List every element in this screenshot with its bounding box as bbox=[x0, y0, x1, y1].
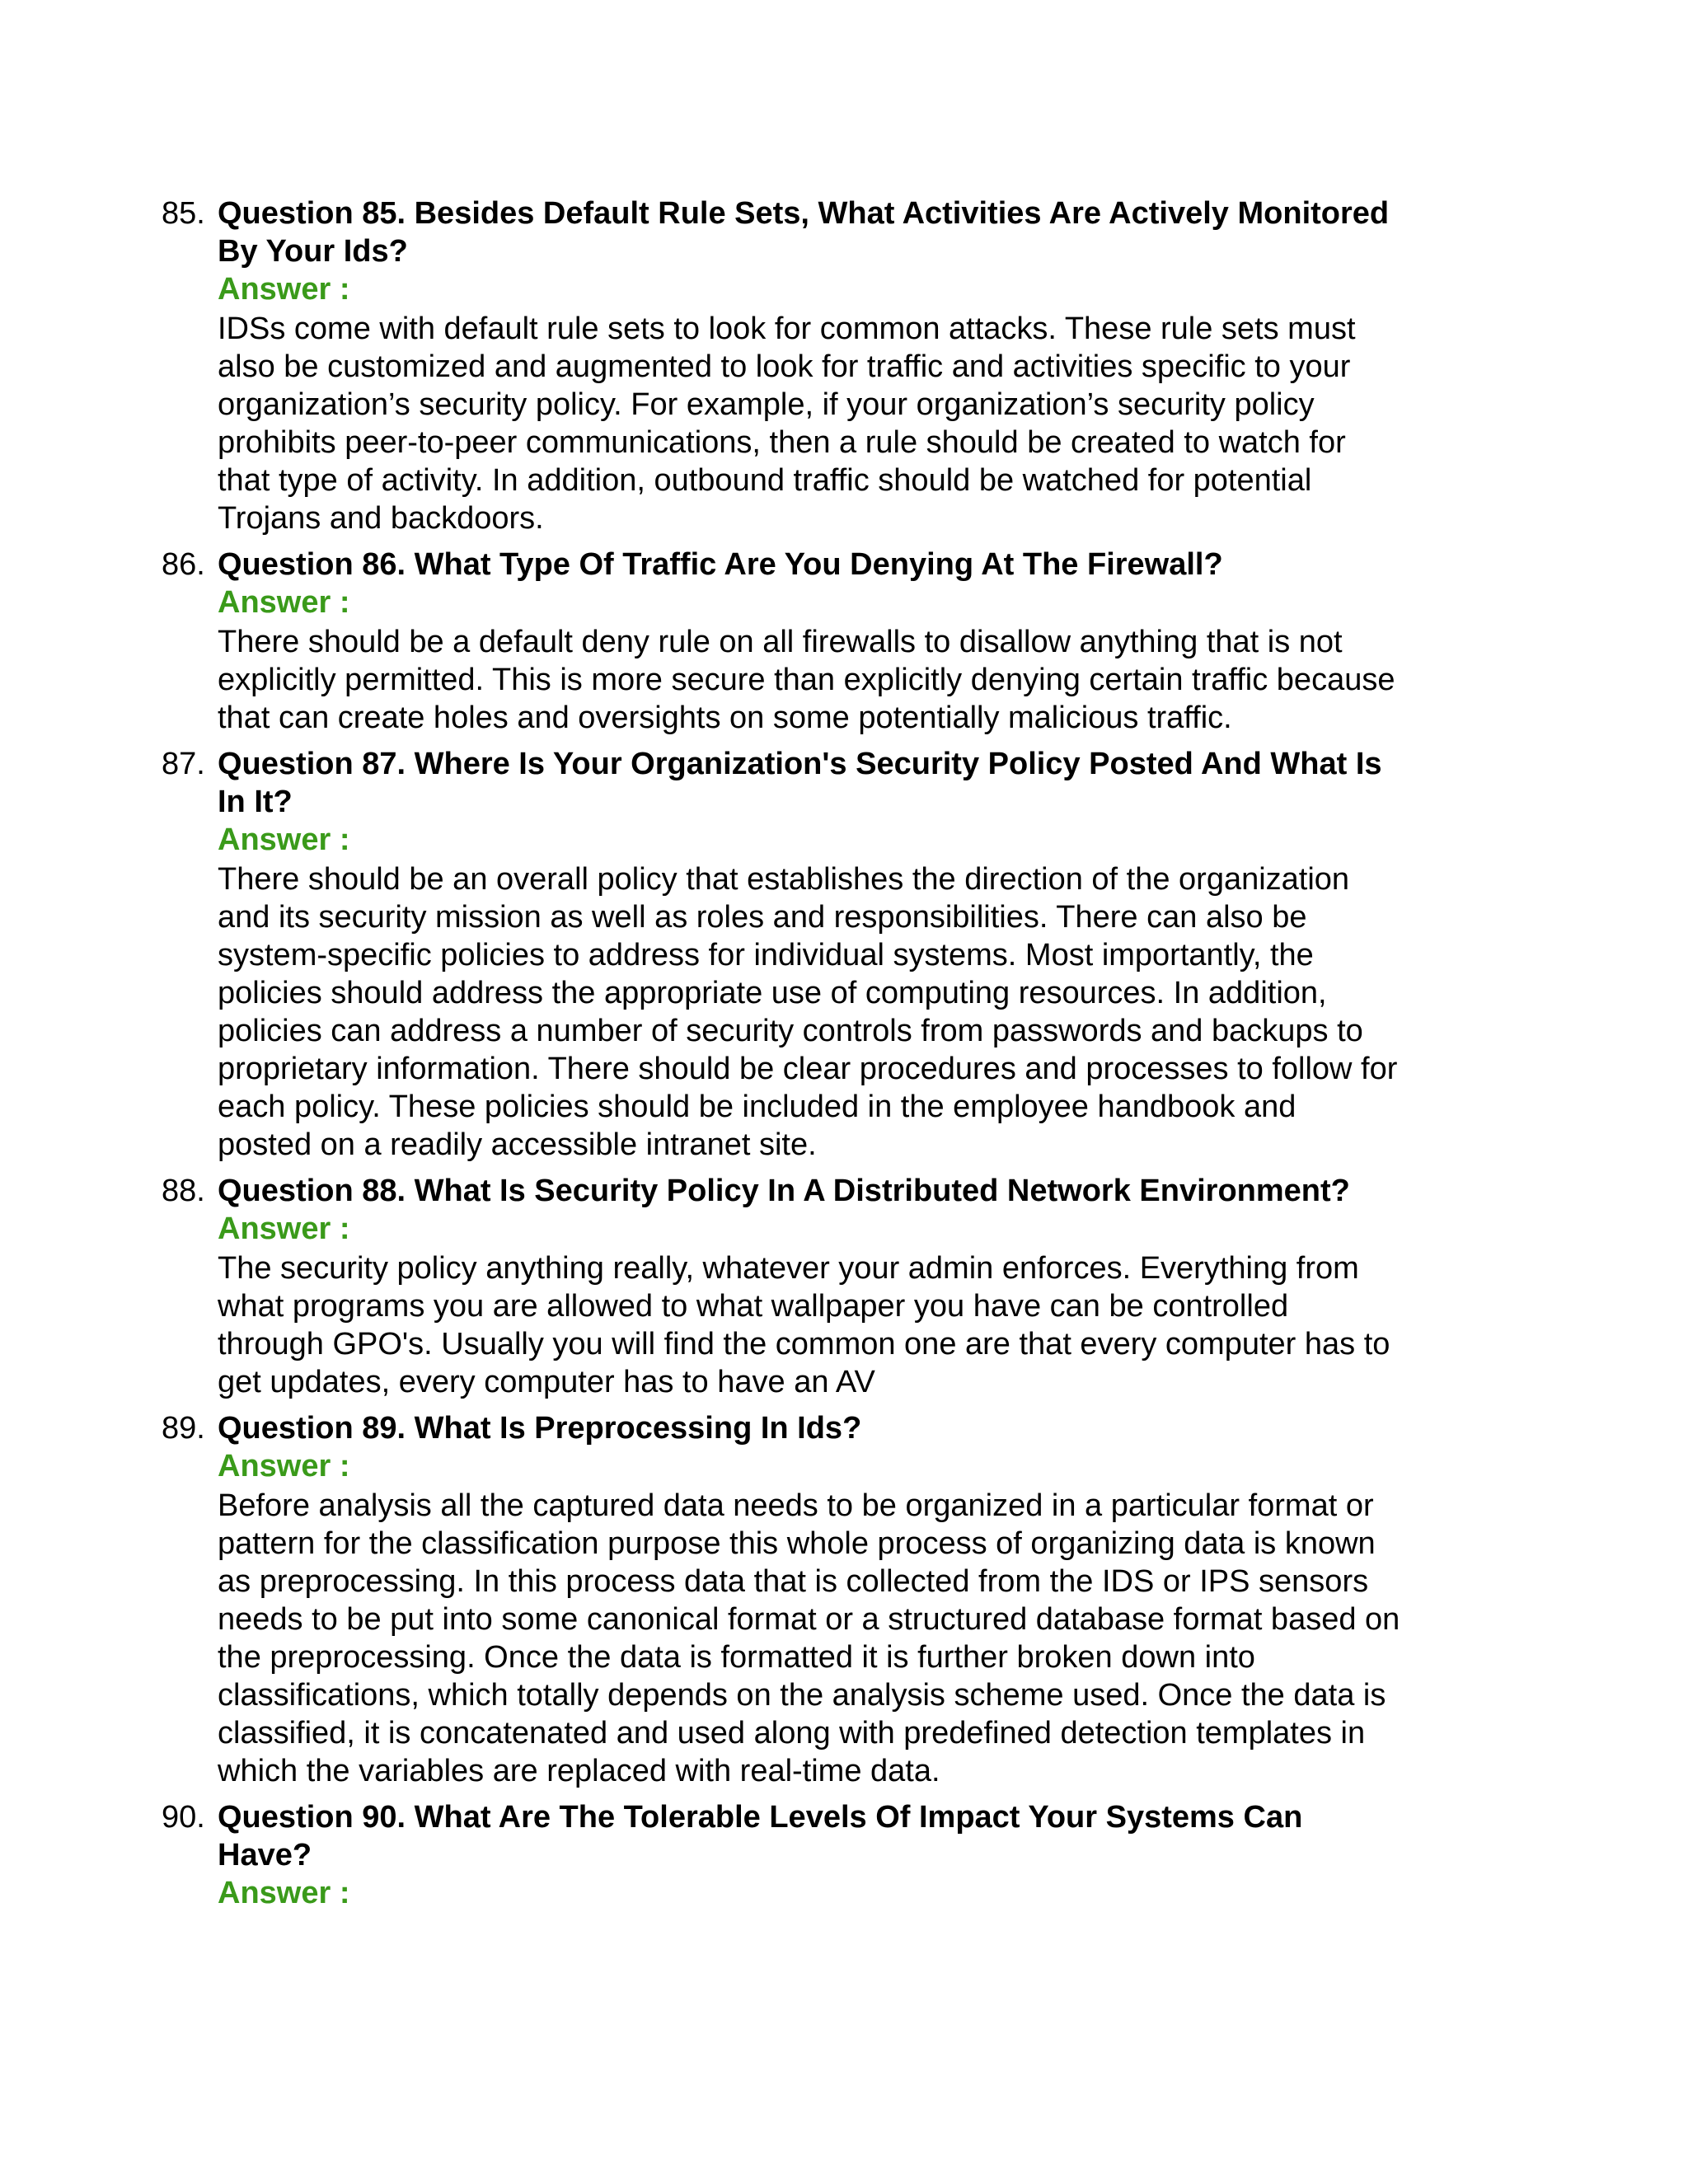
item-number: 87. bbox=[162, 747, 205, 781]
question-list bbox=[162, 194, 1480, 1920]
item-number: 86. bbox=[162, 547, 205, 582]
answer-label: Answer : bbox=[218, 823, 350, 857]
question-heading: Question 89. What Is Preprocessing In Ids? bbox=[218, 1411, 862, 1446]
list-item-86 bbox=[162, 546, 1480, 737]
answer-text: There should be an overall policy that establishes the direction of the organization and its security mission as well as roles and responsibilities. There can also be system-specific policies to address for individual systems. Most importantly, the policies should address the appropriate use of computing resources. In addition, policies can address a number of security controls from passwords and backups to proprietary information. There should be clear procedures and processes to follow for each policy. These policies should be included in the employee handbook and posted on a readily accessible intranet site. bbox=[218, 862, 1398, 1162]
answer-label: Answer : bbox=[218, 272, 350, 307]
answer-text: Before analysis all the captured data needs to be organized in a particular format or pattern for the classification purpose this whole process of organizing data is known as preprocessing. In this process data that is collected from the IDS or IPS sensors needs to be put into some canonical format or a structured database format based on the preprocessing. Once the data is formatted it is further broken down into classifications, which totally depends on the analysis scheme used. Once the data is classified, it is concatenated and used along with predefined detection templates in which the variables are replaced with real-time data. bbox=[218, 1488, 1400, 1788]
answer-label: Answer : bbox=[218, 1876, 350, 1910]
question-heading: Question 85. Besides Default Rule Sets, What Activities Are Actively Monitored By Your Ids? bbox=[218, 196, 1390, 269]
answer-label: Answer : bbox=[218, 1212, 350, 1246]
item-number: 90. bbox=[162, 1800, 205, 1835]
list-item-89 bbox=[162, 1409, 1480, 1790]
list-item-85 bbox=[162, 194, 1480, 537]
question-heading: Question 88. What Is Security Policy In A Distributed Network Environment? bbox=[218, 1174, 1350, 1208]
list-item-90 bbox=[162, 1798, 1480, 1912]
answer-label: Answer : bbox=[218, 1449, 350, 1483]
question-heading: Question 87. Where Is Your Organization's Security Policy Posted And What Is In It? bbox=[218, 747, 1382, 819]
question-heading: Question 90. What Are The Tolerable Levels Of Impact Your Systems Can Have? bbox=[218, 1800, 1303, 1872]
answer-text: IDSs come with default rule sets to look for common attacks. These rule sets must also be customized and augmented to look for traffic and activities specific to your organization’s security policy. For example, if your organization’s security policy prohibits peer-to-peer communications, then a rule should be created to watch for that type of activity. In addition, outbound traffic should be watched for potential Trojans and backdoors. bbox=[218, 312, 1356, 536]
question-heading: Question 86. What Type Of Traffic Are You Denying At The Firewall? bbox=[218, 547, 1223, 582]
item-number: 85. bbox=[162, 196, 205, 231]
answer-text: There should be a default deny rule on all firewalls to disallow anything that is not explicitly permitted. This is more secure than explicitly denying certain traffic because that can create holes and oversights on some potentially malicious traffic. bbox=[218, 625, 1395, 735]
answer-label: Answer : bbox=[218, 585, 350, 620]
list-item-87 bbox=[162, 745, 1480, 1164]
list-item-88 bbox=[162, 1172, 1480, 1401]
item-number: 88. bbox=[162, 1174, 205, 1208]
item-number: 89. bbox=[162, 1411, 205, 1446]
answer-text: The security policy anything really, whatever your admin enforces. Everything from what programs you are allowed to what wallpaper you have can be controlled through GPO's. Usually you will find the common one are that every computer has to get updates, every computer has to have an AV bbox=[218, 1251, 1390, 1399]
